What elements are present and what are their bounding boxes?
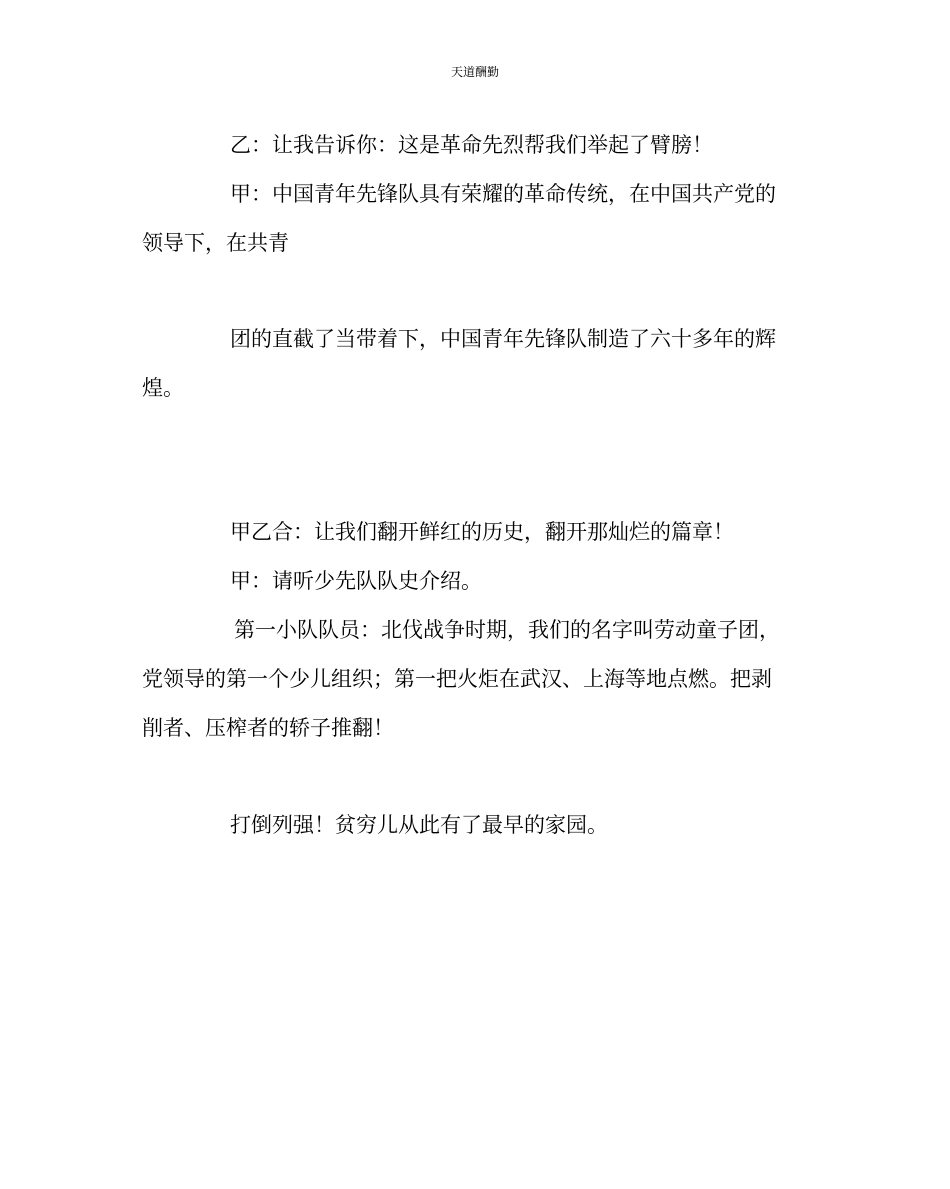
paragraph-line: 领导下，在共青 bbox=[142, 231, 289, 255]
paragraph-line: 削者、压榨者的轿子推翻！ bbox=[142, 716, 394, 740]
paragraph-league-leadership bbox=[142, 315, 802, 413]
paragraph-yi-tell bbox=[142, 121, 802, 170]
paragraph-first-squad bbox=[142, 606, 802, 753]
paragraph-line: 打倒列强！贫穷儿从此有了最早的家园。 bbox=[230, 813, 608, 837]
paragraph-line: 甲：请听少先队队史介绍。 bbox=[230, 569, 482, 593]
paragraph-line: 甲乙合：让我们翻开鲜红的历史，翻开那灿烂的篇章！ bbox=[230, 520, 734, 544]
paragraph-jia-tradition bbox=[142, 170, 802, 268]
paragraph-jia-yi-together bbox=[142, 508, 802, 557]
paragraph-line: 党领导的第一个少儿组织；第一把火炬在武汉、上海等地点燃。把剥 bbox=[142, 667, 772, 691]
paragraph-line: 乙：让我告诉你：这是革命先烈帮我们举起了臂膀！ bbox=[230, 133, 713, 157]
paragraph-line: 煌。 bbox=[142, 376, 184, 400]
page-header: 天道酬勤 bbox=[450, 65, 499, 79]
paragraph-line: 甲：中国青年先锋队具有荣耀的革命传统，在中国共产党的 bbox=[230, 182, 776, 206]
paragraph-down-with-powers bbox=[142, 801, 802, 850]
paragraph-line: 第一小队队员：北伐战争时期，我们的名字叫劳动童子团， bbox=[234, 618, 780, 642]
paragraph-jia-history-intro bbox=[142, 557, 802, 606]
paragraph-line: 团的直截了当带着下，中国青年先锋队制造了六十多年的辉 bbox=[230, 327, 776, 351]
